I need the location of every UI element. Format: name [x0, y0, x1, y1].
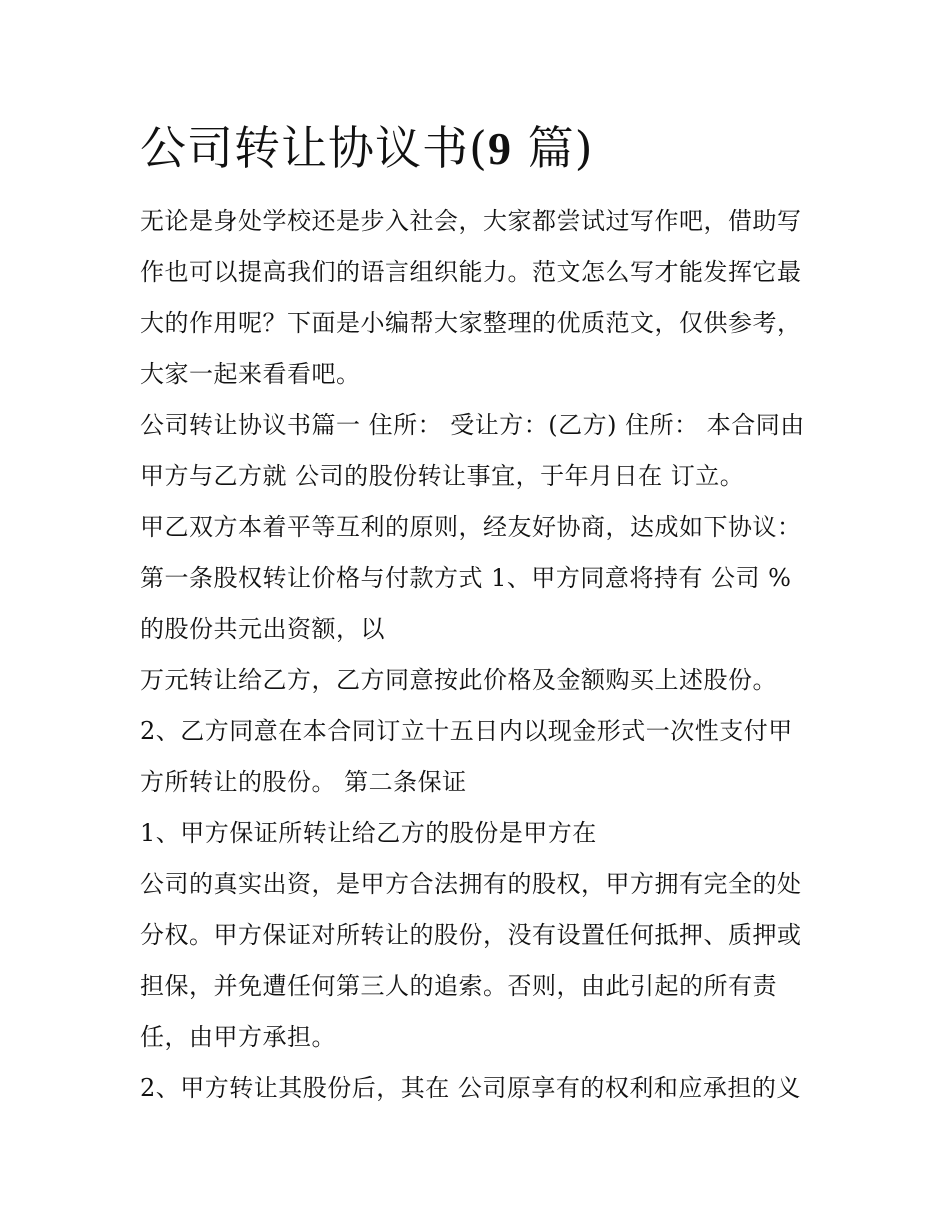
- body-line: 1、甲方保证所转让给乙方的股份是甲方在: [140, 819, 597, 847]
- title-number: 9: [487, 123, 512, 174]
- body-line: 担保，并免遭任何第三人的追索。否则，由此引起的所有责: [140, 972, 777, 1000]
- body-line: 甲乙双方本着平等互利的原则，经友好协商，达成如下协议：: [140, 513, 802, 541]
- body-line: 的股份共元出资额，以: [140, 615, 385, 643]
- title-main-text: 公司转让协议书(: [140, 121, 488, 175]
- body-line: 方所转让的股份。 第二条保证: [140, 768, 467, 796]
- body-line: 公司的真实出资，是甲方合法拥有的股权，甲方拥有完全的处: [140, 870, 802, 898]
- body-line: 万元转让给乙方，乙方同意按此价格及金额购买上述股份。: [140, 666, 777, 694]
- body-line: 2、乙方同意在本合同订立十五日内以现金形式一次性支付甲: [140, 717, 793, 745]
- document-title: [140, 118, 594, 179]
- body-line: 公司转让协议书篇一 住所： 受让方：(乙方) 住所： 本合同由: [140, 411, 805, 439]
- document-body: [140, 196, 820, 1114]
- title-tail-text: 篇): [511, 121, 594, 175]
- body-line: 无论是身处学校还是步入社会，大家都尝试过写作吧，借助写: [140, 207, 802, 235]
- body-line: 甲方与乙方就 公司的股份转让事宜，于年月日在 订立。: [140, 462, 745, 490]
- body-line: 作也可以提高我们的语言组织能力。范文怎么写才能发挥它最: [140, 258, 802, 286]
- body-line: 第一条股权转让价格与付款方式 1、甲方同意将持有 公司 %: [140, 564, 792, 592]
- body-line: 分权。甲方保证对所转让的股份，没有设置任何抵押、质押或: [140, 921, 802, 949]
- body-line: 大家一起来看看吧。: [140, 360, 361, 388]
- body-line: 任，由甲方承担。: [140, 1023, 336, 1051]
- body-line: 2、甲方转让其股份后，其在 公司原享有的权利和应承担的义: [140, 1074, 801, 1102]
- body-line: 大的作用呢？下面是小编帮大家整理的优质范文，仅供参考，: [140, 309, 802, 337]
